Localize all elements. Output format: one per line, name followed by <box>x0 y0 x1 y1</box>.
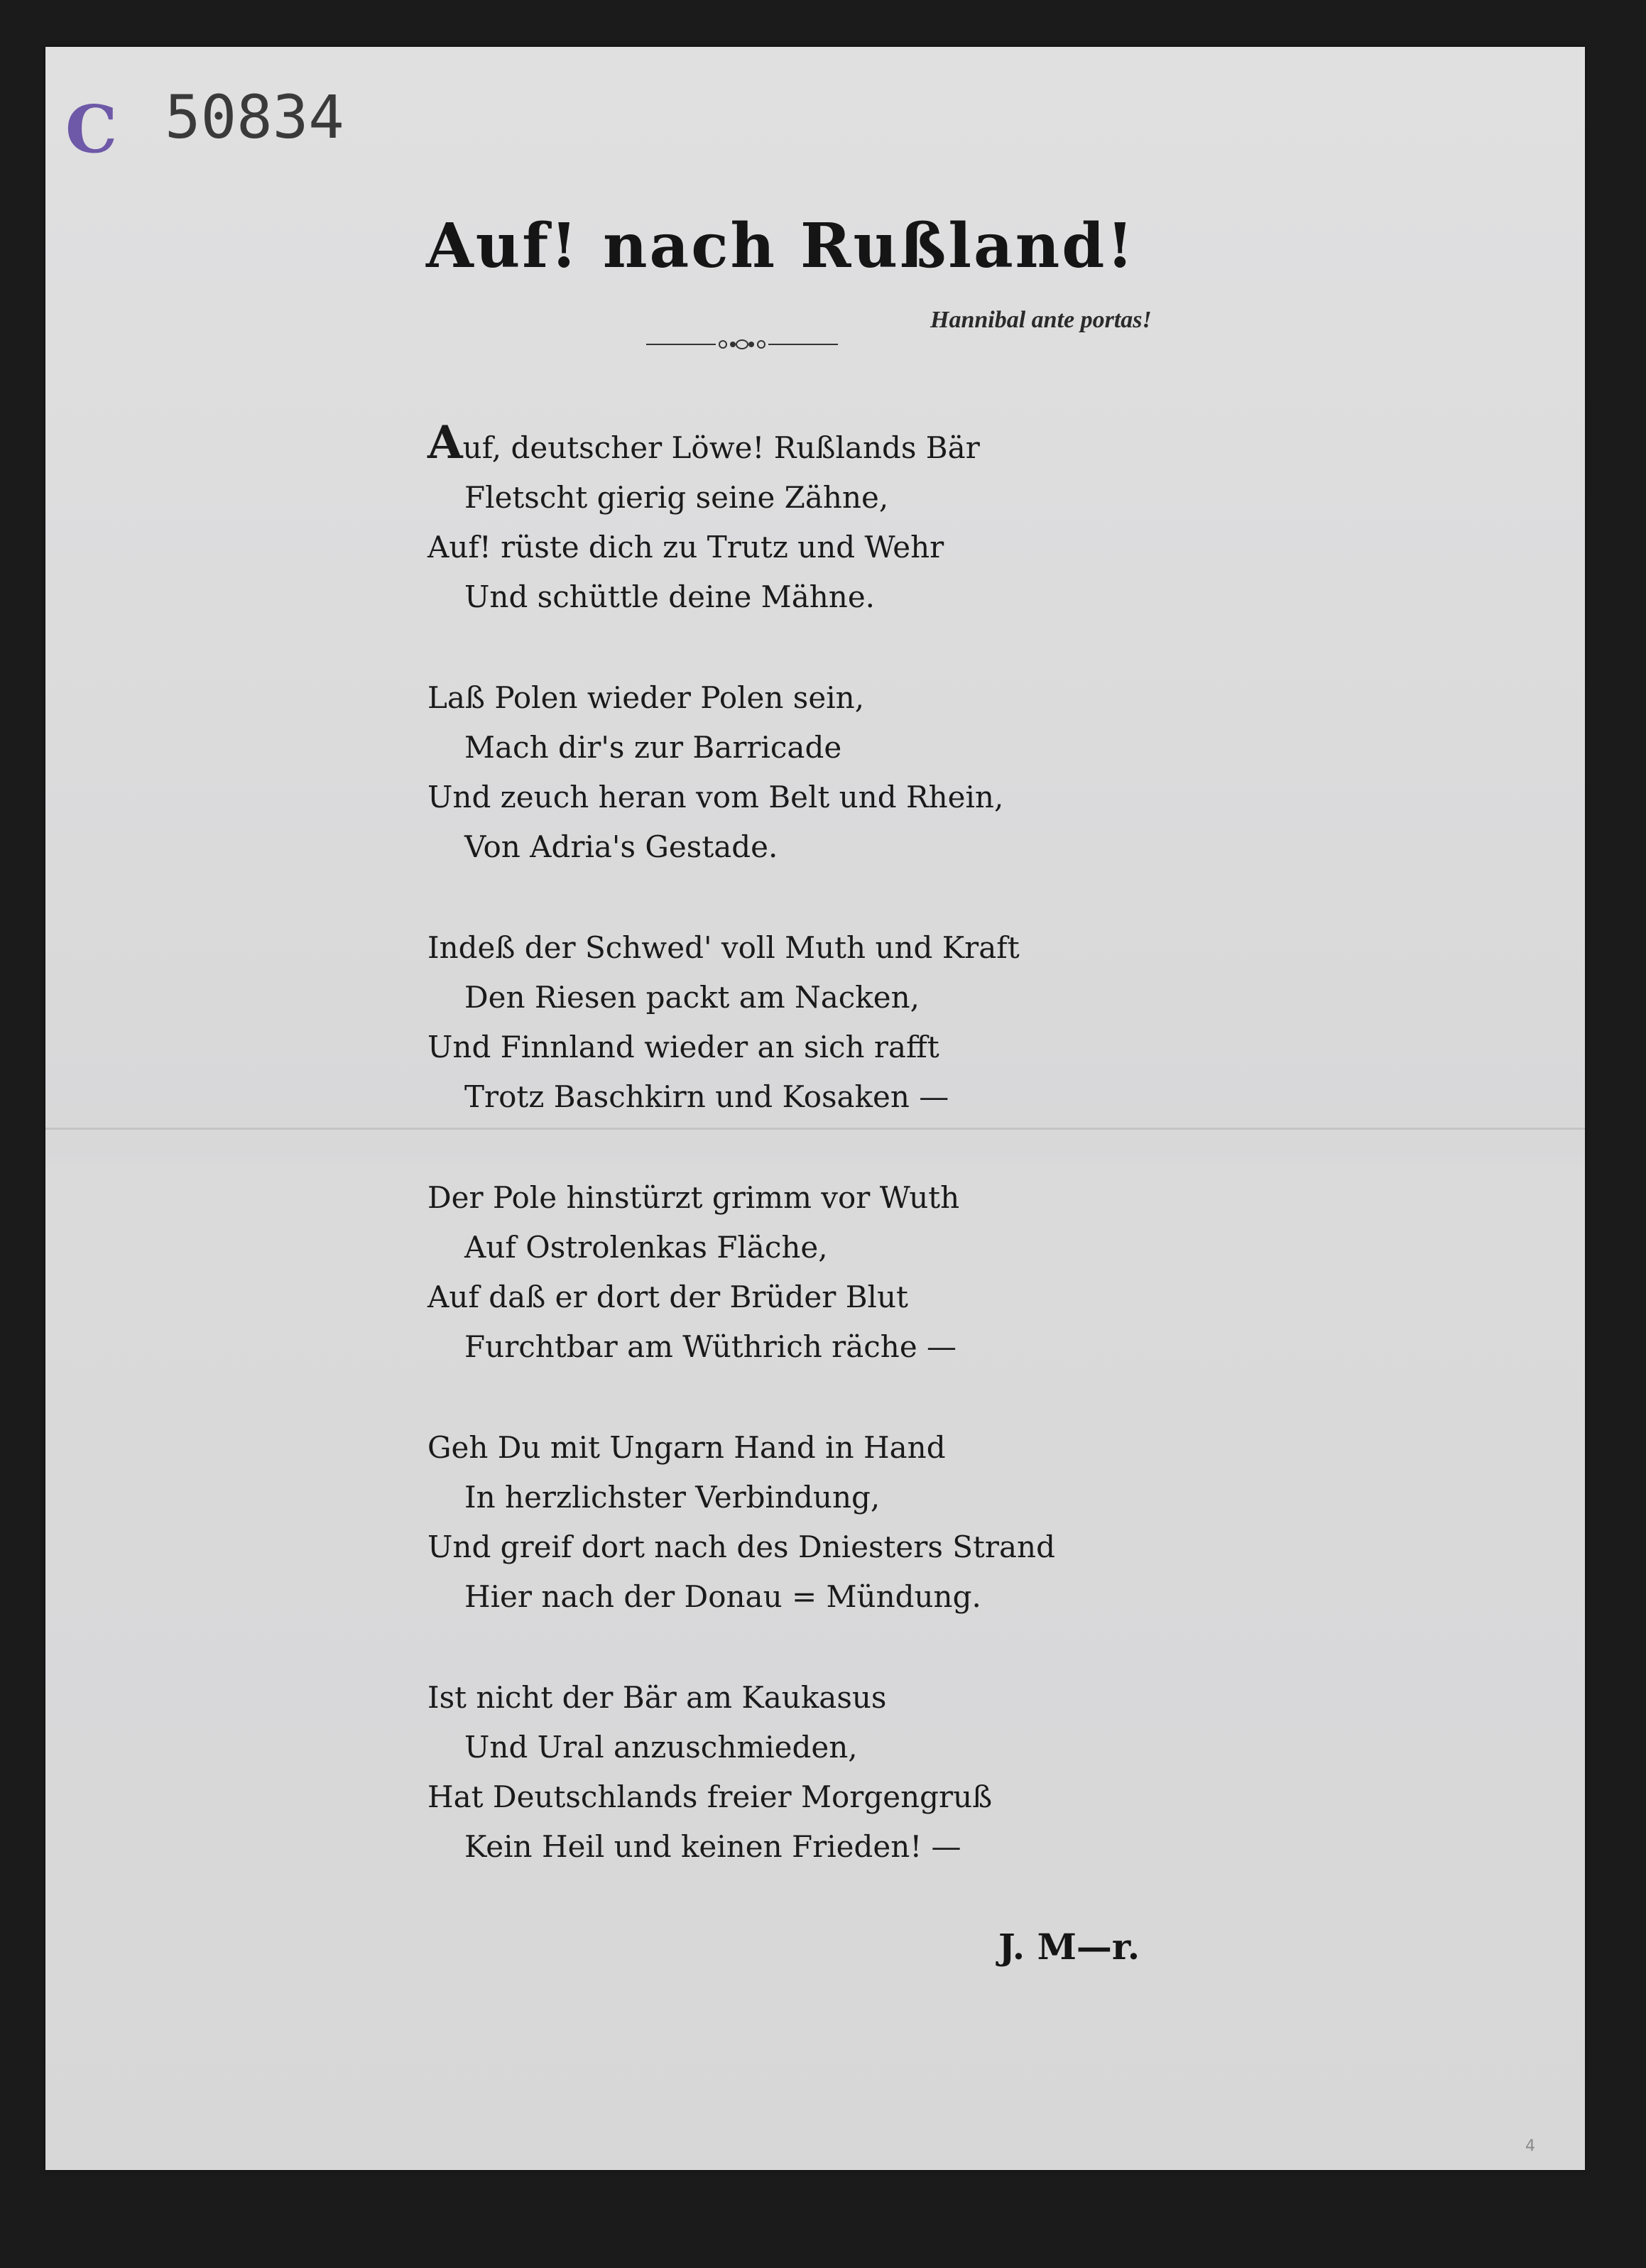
poem-line: Auf Ostrolenkas Fläche, <box>464 1230 828 1265</box>
poem-line: Und Finnland wieder an sich rafft <box>427 1030 939 1064</box>
stanza-4 <box>427 1173 1067 1372</box>
poem-line: Und greif dort nach des Dniesters Strand <box>427 1530 1055 1564</box>
poem-line: Der Pole hinstürzt grimm vor Wuth <box>427 1180 960 1215</box>
poem-line: Indeß der Schwed' voll Muth und Kraft <box>427 930 1020 965</box>
stanza-6 <box>427 1673 1067 1872</box>
orn-divider-icon <box>646 334 838 355</box>
poem-line: Ist nicht der Bär am Kaukasus <box>427 1680 887 1715</box>
poem-title: Auf! nach Rußland! <box>426 210 1136 282</box>
ornament-flourish-icon <box>717 334 767 355</box>
poem-line: Und Ural anzuschmieden, <box>464 1730 858 1765</box>
stamp-letter: C <box>65 91 118 168</box>
stanza-1 <box>427 416 1067 622</box>
poem-line: In herzlichster Verbindung, <box>464 1480 881 1515</box>
poem-line: Laß Polen wieder Polen sein, <box>427 680 865 715</box>
poem-line: Geh Du mit Ungarn Hand in Hand <box>427 1430 946 1465</box>
poem-line: Mach dir's zur Barricade <box>464 730 842 765</box>
poem-line: Trotz Baschkirn und Kosaken — <box>464 1079 949 1114</box>
poem-line: Hier nach der Donau = Mündung. <box>464 1579 981 1614</box>
accession-number: 50834 <box>165 82 344 152</box>
poem-line: Auf! rüste dich zu Trutz und Wehr <box>427 530 944 565</box>
poem-line: Hat Deutschlands freier Morgengruß <box>427 1779 993 1814</box>
poem-line: Auf, deutscher Löwe! Rußlands Bär <box>427 416 980 469</box>
poem-line: Auf daß er dort der Brüder Blut <box>427 1280 908 1314</box>
stanza-3 <box>427 923 1067 1122</box>
poem-body <box>427 416 1067 1872</box>
motto: Hannibal ante portas! <box>930 307 1152 333</box>
stanza-5 <box>427 1423 1067 1622</box>
poem-line: Und zeuch heran vom Belt und Rhein, <box>427 780 1004 814</box>
poem-line: Kein Heil und keinen Frieden! — <box>464 1829 961 1864</box>
poem-line: Den Riesen packt am Nacken, <box>464 980 920 1015</box>
poem-line: Von Adria's Gestade. <box>464 829 778 864</box>
poem-line: Furchtbar am Wüthrich räche — <box>464 1329 957 1364</box>
stanza-2 <box>427 673 1067 872</box>
drop-cap: A <box>427 416 463 469</box>
poem-line: Und schüttle deine Mähne. <box>464 579 876 614</box>
author-signature: J. M—r. <box>998 1926 1140 1968</box>
poem-line: Fletscht gierig seine Zähne, <box>464 480 889 515</box>
corner-pencil-mark: 4 <box>1525 2137 1535 2155</box>
